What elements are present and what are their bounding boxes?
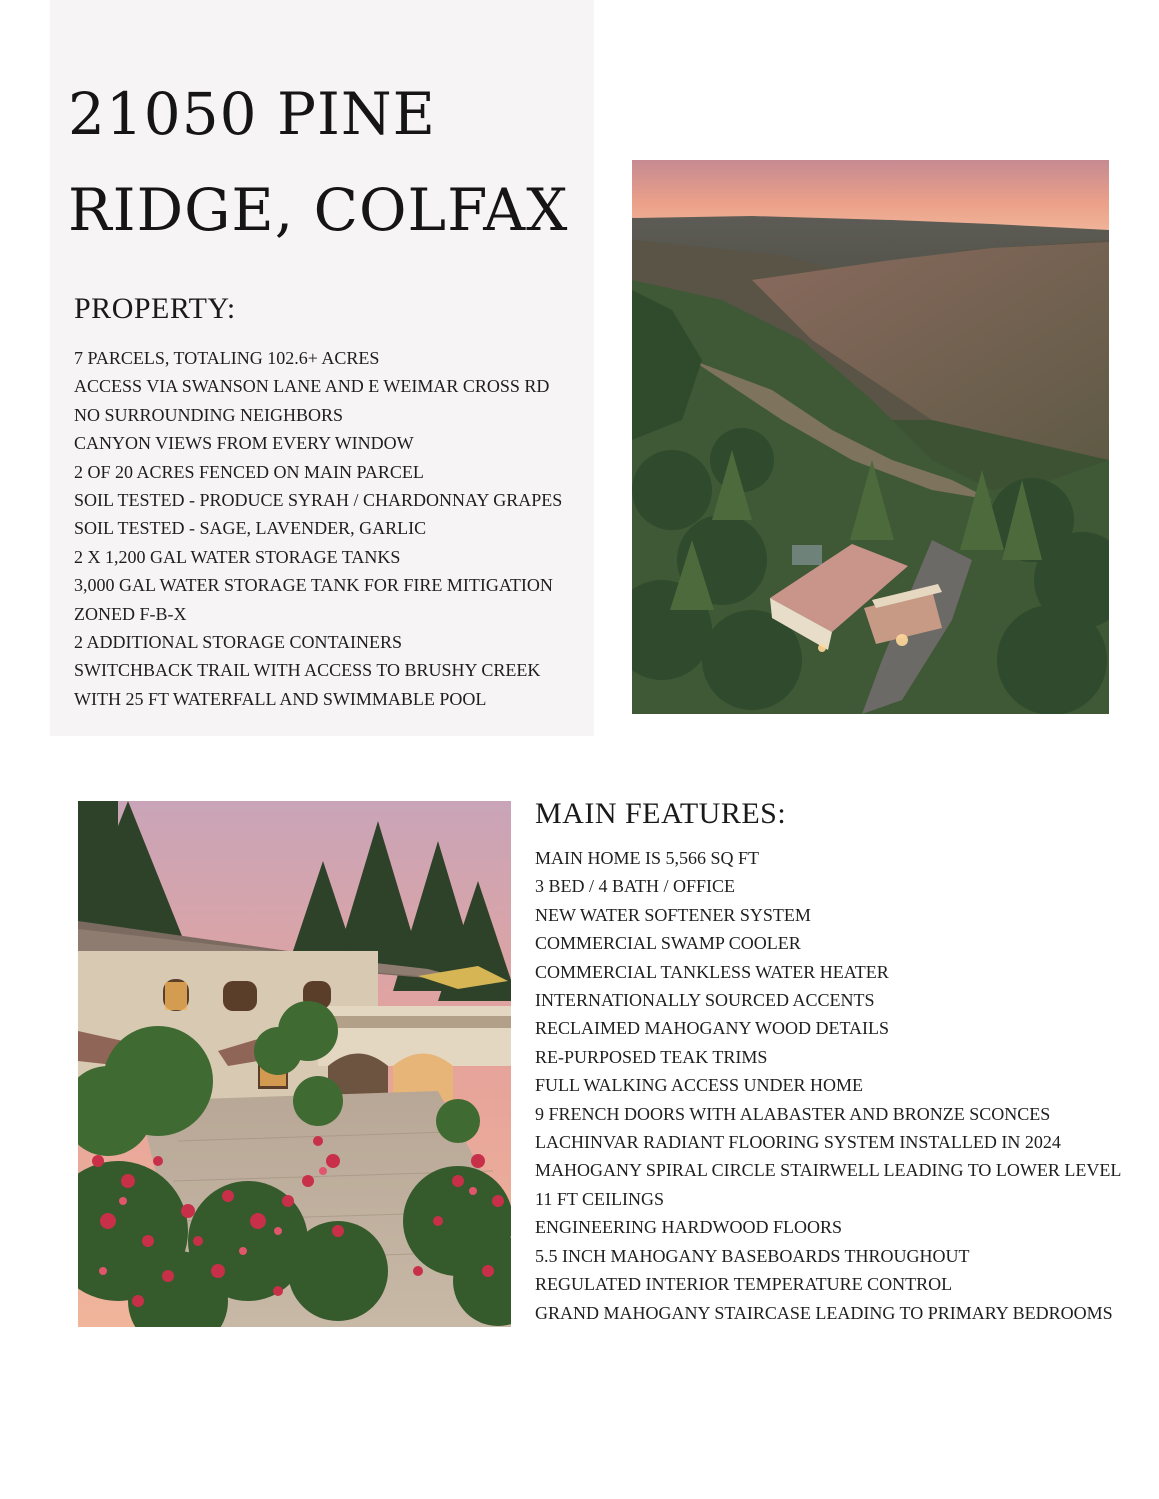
list-item: RE-PURPOSED TEAK TRIMS xyxy=(535,1046,768,1067)
list-item: 11 FT CEILINGS xyxy=(535,1188,665,1209)
list-item: COMMERCIAL SWAMP COOLER xyxy=(535,933,801,954)
list-item: ENGINEERING HARDWOOD FLOORS xyxy=(535,1217,842,1238)
property-list xyxy=(74,344,562,713)
list-item: 2 X 1,200 GAL WATER STORAGE TANKS xyxy=(74,546,401,567)
title-line-2: RIDGE, COLFAX xyxy=(68,176,569,244)
list-item: CANYON VIEWS FROM EVERY WINDOW xyxy=(74,433,414,454)
list-item: REGULATED INTERIOR TEMPERATURE CONTROL xyxy=(535,1274,953,1295)
features-heading: MAIN FEATURES: xyxy=(535,797,787,830)
list-item: MAHOGANY SPIRAL CIRCLE STAIRWELL LEADING TO LOWER LEVEL xyxy=(535,1160,1122,1181)
list-item: 9 FRENCH DOORS WITH ALABASTER AND BRONZE SCONCES xyxy=(535,1103,1051,1124)
list-item: 3,000 GAL WATER STORAGE TANK FOR FIRE MITIGATION xyxy=(74,575,553,596)
list-item: 2 OF 20 ACRES FENCED ON MAIN PARCEL xyxy=(74,461,424,482)
list-item: ACCESS VIA SWANSON LANE AND E WEIMAR CROSS RD xyxy=(74,376,550,397)
list-item: SOIL TESTED - SAGE, LAVENDER, GARLIC xyxy=(74,518,427,539)
list-item: 7 PARCELS, TOTALING 102.6+ ACRES xyxy=(74,348,380,368)
aerial-canyon-photo xyxy=(632,160,1109,714)
list-item: NEW WATER SOFTENER SYSTEM xyxy=(535,904,811,925)
list-item: 5.5 INCH MAHOGANY BASEBOARDS THROUGHOUT xyxy=(535,1245,970,1266)
features-list xyxy=(535,844,1121,1327)
list-item: NO SURROUNDING NEIGHBORS xyxy=(74,404,344,425)
list-item: INTERNATIONALLY SOURCED ACCENTS xyxy=(535,990,875,1011)
list-item: LACHINVAR RADIANT FLOORING SYSTEM INSTALLED IN 2024 xyxy=(535,1132,1061,1153)
property-heading: PROPERTY: xyxy=(74,292,236,325)
list-item: COMMERCIAL TANKLESS WATER HEATER xyxy=(535,961,889,982)
page-title xyxy=(68,66,568,258)
list-item: SOIL TESTED - PRODUCE SYRAH / CHARDONNAY GRAPES xyxy=(74,490,563,511)
list-item: 3 BED / 4 BATH / OFFICE xyxy=(535,876,736,897)
list-item: MAIN HOME IS 5,566 SQ FT xyxy=(535,848,760,868)
list-item: ZONED F-B-X xyxy=(74,603,187,624)
title-line-1: 21050 PINE xyxy=(68,80,436,148)
list-item: WITH 25 FT WATERFALL AND SWIMMABLE POOL xyxy=(74,688,487,709)
house-courtyard-photo xyxy=(78,801,511,1327)
list-item: SWITCHBACK TRAIL WITH ACCESS TO BRUSHY CREEK xyxy=(74,660,541,681)
list-item: RECLAIMED MAHOGANY WOOD DETAILS xyxy=(535,1018,890,1039)
list-item: FULL WALKING ACCESS UNDER HOME xyxy=(535,1075,864,1096)
list-item: GRAND MAHOGANY STAIRCASE LEADING TO PRIMARY BEDROOMS xyxy=(535,1302,1113,1323)
list-item: 2 ADDITIONAL STORAGE CONTAINERS xyxy=(74,632,403,653)
